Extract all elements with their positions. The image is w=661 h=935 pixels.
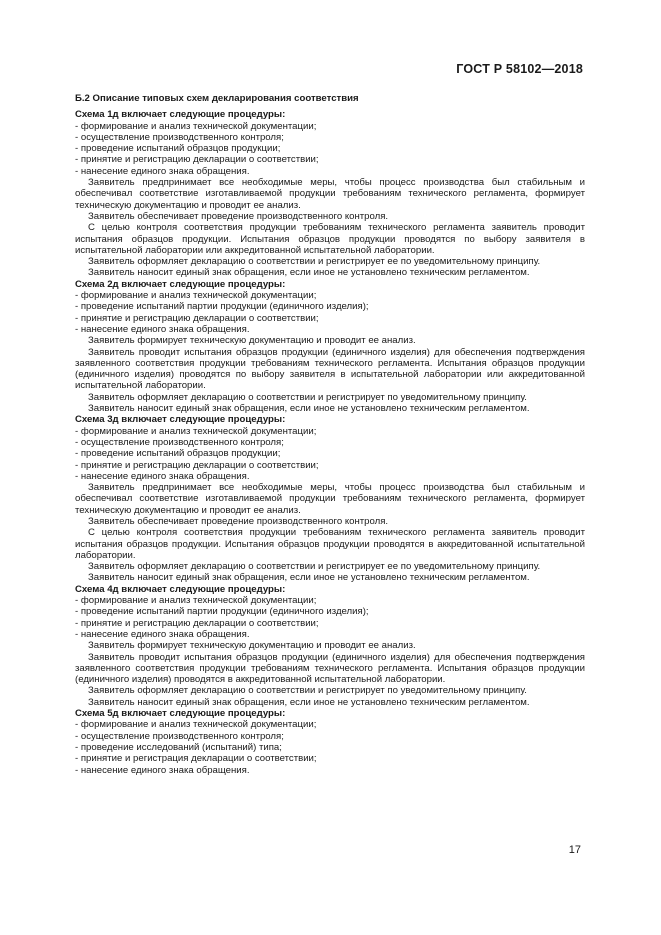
paragraph: Заявитель наносит единый знак обращения, если иное не установлено техническим регламентом.: [88, 696, 530, 708]
list-item: - осуществление производственного контроля;: [75, 436, 284, 448]
list-item: - проведение испытаний партии продукции (единичного изделия);: [75, 606, 369, 618]
paragraph: Заявитель проводит испытания образцов продукции (единичного изделия) для обеспечения подтверждения заявленного соответствия продукции требованиям технического регламента. Испытания образцов продукции (единичного изделия) проводятся в аккредитованной испытательной лаборатории.: [75, 651, 585, 686]
list-item: - принятие и регистрацию декларации о соответствии;: [75, 617, 319, 629]
paragraph: Заявитель проводит испытания образцов продукции (единичного изделия) для обеспечения подтверждения заявленного соответствия продукции требованиям технического регламента. Испытания образцов продукции (единичного изделия) проводятся по выбору заявителя в испытательной лаборатории или аккредитованной испытательной лаборатории.: [75, 346, 585, 392]
paragraph: С целью контроля соответствия продукции требованиям технического регламента заявитель проводит испытания образцов продукции. Испытания образцов продукции проводятся по выбору заявителя в испытательной лаборатории или аккредитованной испытательной лаборатории.: [75, 222, 585, 256]
paragraph: Заявитель наносит единый знак обращения, если иное не установлено техническим регламентом.: [88, 267, 530, 279]
paragraph: Заявитель предпринимает все необходимые меры, чтобы процесс производства был стабильным и обеспечивал соответствие изготавливаемой продукции требованиям технического регламента, формирует техническую документацию и проводит ее анализ.: [75, 177, 585, 211]
scheme-heading: Схема 2д включает следующие процедуры:: [75, 278, 286, 290]
list-item: - осуществление производственного контроля;: [75, 730, 284, 742]
list-item: - проведение испытаний образцов продукции;: [75, 143, 281, 155]
document-body: [75, 93, 585, 776]
paragraph: Заявитель оформляет декларацию о соответствии и регистрирует по уведомительному принципу.: [88, 391, 527, 403]
paragraph: Заявитель наносит единый знак обращения, если иное не установлено техническим регламентом.: [88, 572, 530, 584]
list-item: - принятие и регистрация декларации о соответствии;: [75, 753, 317, 765]
list-item: - нанесение единого знака обращения.: [75, 165, 250, 177]
document-header: ГОСТ Р 58102—2018: [456, 62, 583, 76]
list-item: - формирование и анализ технической документации;: [75, 595, 317, 607]
scheme-heading: Схема 1д включает следующие процедуры:: [75, 109, 286, 121]
page-number: 17: [568, 844, 581, 856]
list-item: - принятие и регистрацию декларации о соответствии;: [75, 312, 319, 324]
paragraph: Заявитель обеспечивает проведение производственного контроля.: [88, 515, 389, 527]
paragraph: Заявитель оформляет декларацию о соответствии и регистрирует по уведомительному принципу.: [88, 685, 527, 697]
list-item: - принятие и регистрацию декларации о соответствии;: [75, 459, 319, 471]
list-item: - формирование и анализ технической документации;: [75, 719, 317, 731]
list-item: - проведение испытаний партии продукции (единичного изделия);: [75, 301, 369, 313]
list-item: - формирование и анализ технической документации;: [75, 425, 317, 437]
list-item: - формирование и анализ технической документации;: [75, 290, 317, 302]
paragraph: Заявитель обеспечивает проведение производственного контроля.: [88, 210, 389, 222]
paragraph: Заявитель формирует техническую документацию и проводит ее анализ.: [88, 335, 416, 347]
list-item: - формирование и анализ технической документации;: [75, 120, 317, 132]
list-item: - нанесение единого знака обращения.: [75, 323, 250, 335]
paragraph: Заявитель оформляет декларацию о соответствии и регистрирует ее по уведомительному принципу.: [88, 561, 541, 573]
list-item: - нанесение единого знака обращения.: [75, 628, 250, 640]
paragraph: Заявитель оформляет декларацию о соответствии и регистрирует ее по уведомительному принципу.: [88, 256, 541, 268]
list-item: - принятие и регистрацию декларации о соответствии;: [75, 154, 319, 166]
list-item: - проведение испытаний образцов продукции;: [75, 448, 281, 460]
paragraph: С целью контроля соответствия продукции требованиям технического регламента заявитель проводит испытания образцов продукции. Испытания образцов продукции проводятся в аккредитованной испытательной лаборатории.: [75, 527, 585, 561]
scheme-heading: Схема 4д включает следующие процедуры:: [75, 583, 286, 595]
list-item: - нанесение единого знака обращения.: [75, 470, 250, 482]
scheme-heading: Схема 3д включает следующие процедуры:: [75, 414, 286, 426]
paragraph: Заявитель предпринимает все необходимые меры, чтобы процесс производства был стабильным и обеспечивал соответствие изготавливаемой продукции требованиям технического регламента, формирует техническую документацию и проводит ее анализ.: [75, 482, 585, 516]
list-item: - проведение исследований (испытаний) типа;: [75, 741, 282, 753]
paragraph: Заявитель наносит единый знак обращения, если иное не установлено техническим регламентом.: [88, 403, 530, 415]
paragraph: Заявитель формирует техническую документацию и проводит ее анализ.: [88, 640, 416, 652]
scheme-heading: Схема 5д включает следующие процедуры:: [75, 708, 286, 720]
section-title: Б.2 Описание типовых схем декларирования соответствия: [75, 93, 359, 104]
list-item: - осуществление производственного контроля;: [75, 131, 284, 143]
list-item: - нанесение единого знака обращения.: [75, 764, 250, 776]
